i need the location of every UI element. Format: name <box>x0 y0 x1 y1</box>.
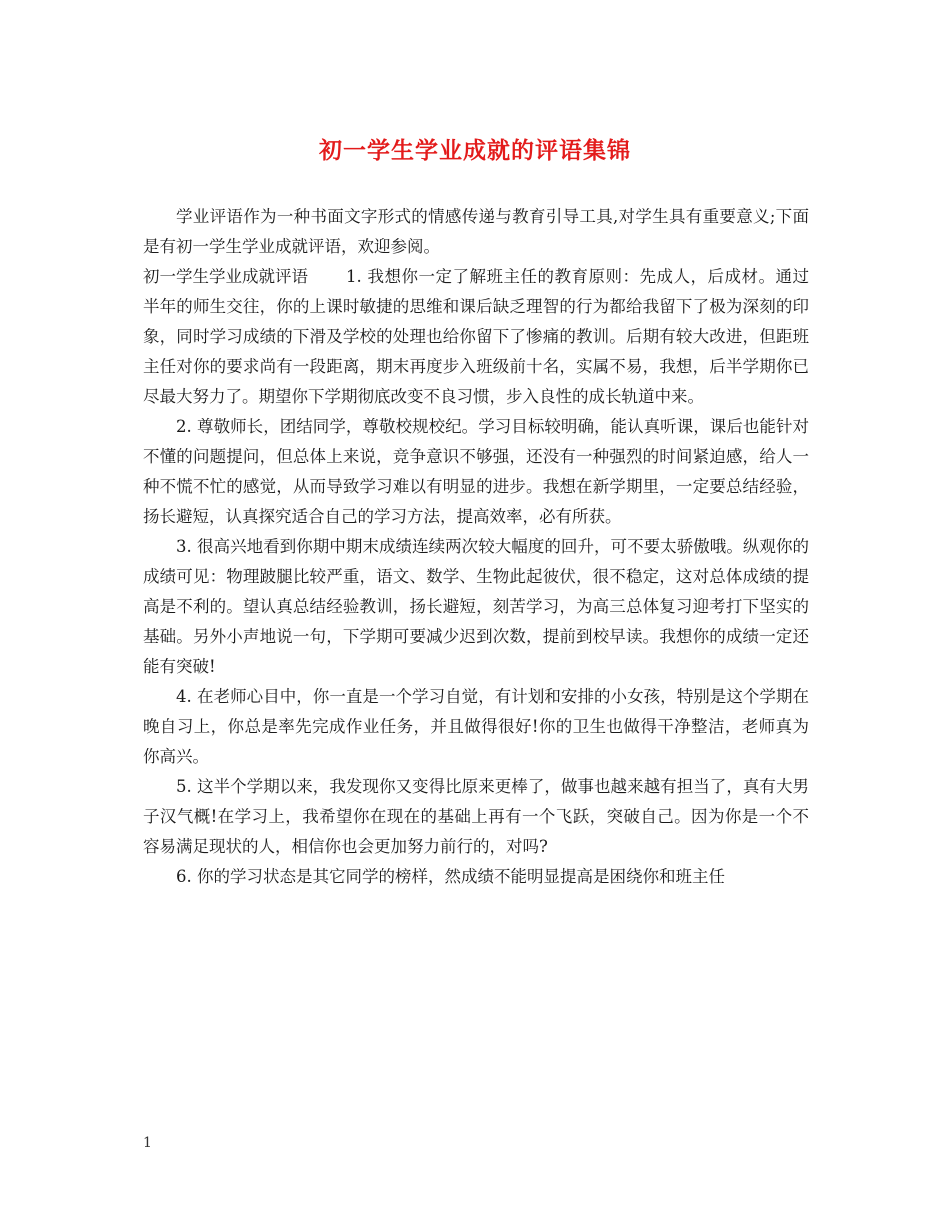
comment-paragraph-3: 3. 很高兴地看到你期中期末成绩连续两次较大幅度的回升，可不要太骄傲哦。纵观你的成绩可见：物理跛腿比较严重，语文、数学、生物此起彼伏，很不稳定，这对总体成绩的提高是不利的。望认真总结经验教训，扬长避短，刻苦学习，为高三总体复习迎考打下坚实的基础。另外小声地说一句，下学期可要减少迟到次数，提前到校早读。我想你的成绩一定还能有突破! <box>143 537 809 676</box>
comment-paragraph-2: 2. 尊敬师长，团结同学，尊敬校规校纪。学习目标较明确，能认真听课，课后也能针对不懂的问题提问，但总体上来说，竞争意识不够强，还没有一种强烈的时间紧迫感，给人一种不慌不忙的感觉，从而导致学习难以有明显的进步。我想在新学期里，一定要总结经验，扬长避短，认真探究适合自己的学习方法，提高效率，必有所获。 <box>143 417 809 526</box>
comment-paragraph-4: 4. 在老师心目中，你一直是一个学习自觉，有计划和安排的小女孩，特别是这个学期在晚自习上，你总是率先完成作业任务，并且做得很好!你的卫生也做得干净整洁，老师真为你高兴。 <box>143 687 809 766</box>
page-number: 1 <box>143 1135 152 1151</box>
document-body <box>143 202 809 892</box>
comment-text-1: 1. 我想你一定了解班主任的教育原则：先成人，后成材。通过半年的师生交往，你的上课时敏捷的思维和课后缺乏理智的行为都给我留下了极为深刻的印象，同时学习成绩的下滑及学校的处理也给你留下了惨痛的教训。后期有较大改进，但距班主任对你的要求尚有一段距离，期末再度步入班级前十名，实属不易，我想，后半学期你已尽最大努力了。期望你下学期彻底改变不良习惯，步入良性的成长轨道中来。 <box>143 267 809 406</box>
comment-paragraph-5: 5. 这半个学期以来，我发现你又变得比原来更棒了，做事也越来越有担当了，真有大男子汉气概!在学习上，我希望你在现在的基础上再有一个飞跃，突破自己。因为你是一个不容易满足现状的人，相信你也会更加努力前行的，对吗? <box>143 777 809 856</box>
section-label: 初一学生学业成就评语 <box>143 267 308 286</box>
comment-paragraph-6: 6. 你的学习状态是其它同学的榜样，然成绩不能明显提高是困绕你和班主任 <box>176 867 725 886</box>
comment-paragraph-1 <box>143 262 809 412</box>
intro-paragraph: 学业评语作为一种书面文字形式的情感传递与教育引导工具,对学生具有重要意义;下面是有初一学生学业成就评语，欢迎参阅。 <box>143 207 809 256</box>
page-title: 初一学生学业成就的评语集锦 <box>319 137 631 164</box>
